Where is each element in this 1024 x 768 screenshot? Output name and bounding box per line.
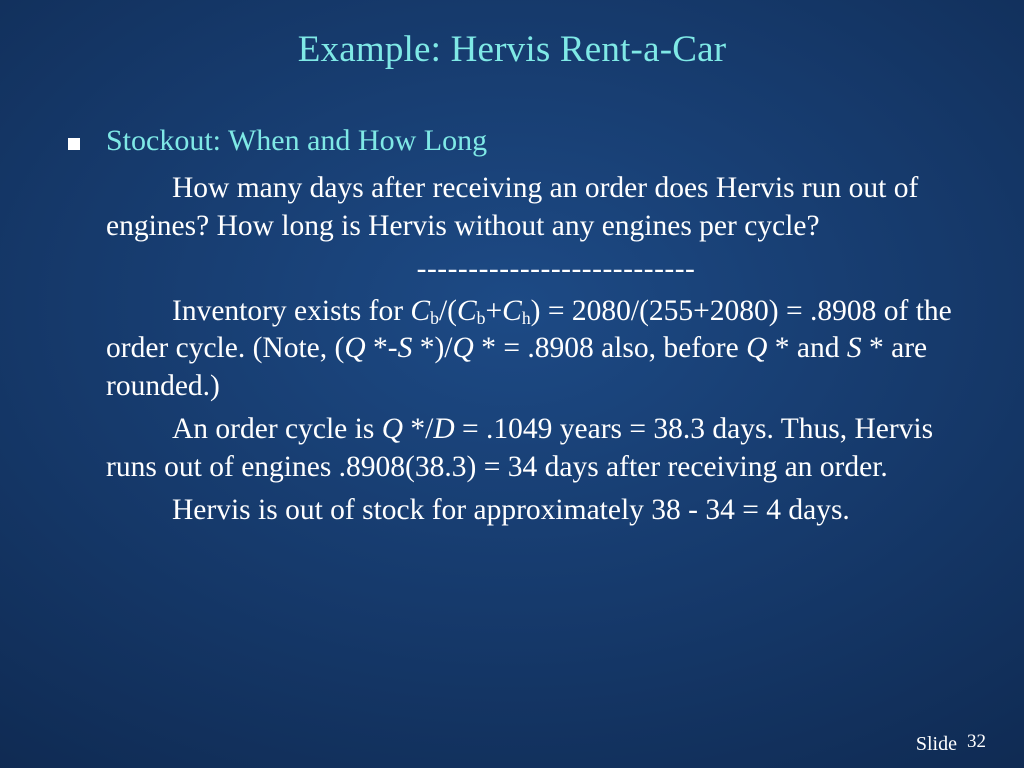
square-bullet-icon <box>68 138 80 150</box>
inventory-paragraph: Inventory exists for $C_b/(C_b+C_h) = 2080/(255+2080) = .8908$ of the order cycle. (Note, (Q *-S *)/Q * = .8908 also, before Q * and S * are rounded.) <box>106 294 952 402</box>
out-of-stock-paragraph: Hervis is out of stock for approximately 38 - 34 = 4 days. <box>172 494 850 526</box>
question-paragraph: How many days after receiving an order does Hervis run out of engines? How long is Hervis without any engines per cycle? <box>106 172 919 242</box>
slide-number: 32 <box>967 731 986 752</box>
slide-body <box>106 170 976 530</box>
divider-line: --------------------------- <box>416 253 696 285</box>
bullet-heading-text: Stockout: When and How Long <box>106 124 488 157</box>
slide-title: Example: Hervis Rent-a-Car <box>297 29 727 70</box>
order-cycle-paragraph: An order cycle is Q */D = .1049 years = 38.3 days. Thus, Hervis runs out of engines .8908(38.3) = 34 days after receiving an order. <box>106 413 934 483</box>
slide-label: Slide <box>915 733 957 755</box>
slide-footer <box>916 733 986 756</box>
